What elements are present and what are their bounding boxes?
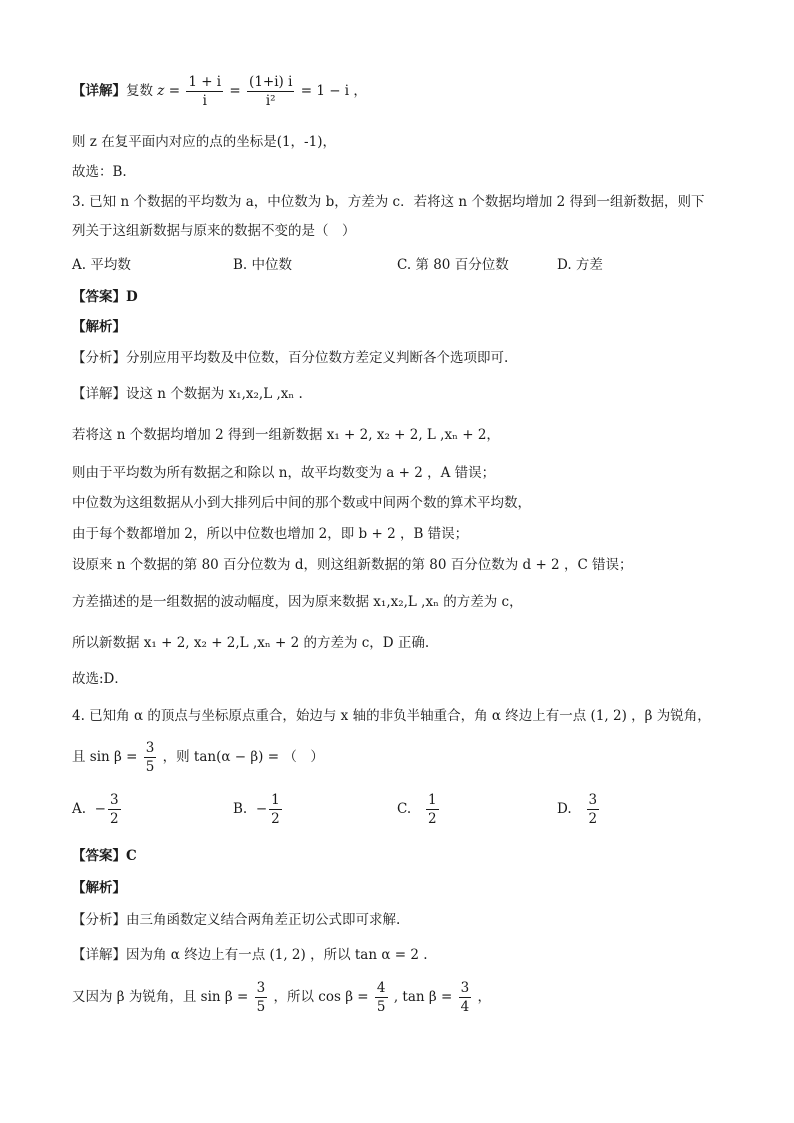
q3-answer: 【答案】D [72, 289, 138, 305]
q4-option-d: D. $\frac{3}{2}$ [557, 792, 598, 827]
fraction-1: $\frac{1 + i}{i}$ [188, 74, 222, 109]
q4-detail-2: 又因为 β 为锐角，且 sin β = $\frac{3}{5}$ ，所以 cos β = $\frac{4}{5}$ , tan β = $\frac{3}{4}$ ， [72, 980, 491, 1015]
q3-option-d: D. 方差 [557, 257, 603, 273]
q4-analysis: 【分析】由三角函数定义结合两角差正切公式即可求解. [72, 912, 401, 928]
fraction-2: $\frac{(1+i) i}{\text{i²}}$ [249, 74, 293, 109]
option-a-fraction: $\frac{3}{2}$ [109, 792, 119, 827]
q3-detail-8: 所以新数据 x₁ + 2, x₂ + 2,L ,xₙ + 2 的方差为 c，D 正确. [72, 635, 430, 651]
tan-fraction: $\frac{3}{4}$ [460, 980, 470, 1015]
option-c-fraction: $\frac{1}{2}$ [428, 792, 437, 827]
q3-choice: 故选:D． [72, 671, 128, 687]
q2-point-line: 则 z 在复平面内对应的点的坐标是(1，-1)， [72, 134, 336, 150]
q3-detail-6: 设原来 n 个数据的第 80 百分位数为 d，则这组新数据的第 80 百分位数为 d + 2 ，C 错误； [72, 557, 633, 573]
q3-detail-2: 若将这 n 个数据均增加 2 得到一组新数据 x₁ + 2, x₂ + 2, L ,xₙ + 2， [72, 427, 500, 443]
option-d-fraction: $\frac{3}{2}$ [588, 792, 598, 827]
q4-detail-1: 【详解】因为角 α 终边上有一点 (1, 2) ，所以 tan α = 2 . [72, 947, 428, 963]
q2-detail-line: 【详解】复数 z = $\frac{1 + i}{i}$ = $\frac{(1+i) i}{\text{i²}}$ = 1 − i ， [72, 74, 367, 109]
option-b-fraction: $\frac{1}{2}$ [271, 792, 280, 827]
sin-beta-fraction: $\frac{3}{5}$ [145, 740, 155, 775]
cos-fraction: $\frac{4}{5}$ [376, 980, 386, 1015]
q3-option-a: A. 平均数 [72, 257, 131, 273]
q4-option-c: C. $\frac{1}{2}$ [397, 792, 437, 827]
q3-detail-3: 则由于平均数为所有数据之和除以 n，故平均数变为 a + 2 ，A 错误； [72, 465, 496, 481]
q3-analysis-head: 【解析】 [72, 319, 126, 335]
q4-analysis-head: 【解析】 [72, 880, 126, 896]
equation-result: = 1 − i ， [300, 83, 367, 99]
q3-stem-line1: 3. 已知 n 个数据的平均数为 a，中位数为 b，方差为 c．若将这 n 个数据均增加 2 得到一组新数据，则下 [72, 194, 705, 210]
q3-option-b: B. 中位数 [233, 257, 293, 273]
detail-tag: 【详解】 [72, 83, 126, 99]
sin-fraction: $\frac{3}{5}$ [256, 980, 266, 1015]
q2-choice: 故选：B. [72, 164, 127, 180]
q4-option-b: B. − $\frac{1}{2}$ [233, 792, 280, 827]
q3-option-c: C. 第 80 百分位数 [397, 257, 509, 273]
z-variable: z [157, 83, 165, 99]
q4-stem-line2: 且 sin β = $\frac{3}{5}$ ，则 tan(α − β) = （ ） [72, 740, 324, 775]
q4-option-a: A. − $\frac{3}{2}$ [72, 792, 119, 827]
q4-answer: 【答案】C [72, 848, 137, 864]
q3-detail-5: 由于每个数都增加 2，所以中位数也增加 2，即 b + 2 ，B 错误； [72, 526, 469, 542]
q3-detail-7: 方差描述的是一组数据的波动幅度，因为原来数据 x₁,x₂,L ,xₙ 的方差为 c， [72, 594, 523, 610]
q3-stem-line2: 列关于这组新数据与原来的数据不变的是（ ） [72, 223, 356, 239]
q3-detail-1: 【详解】设这 n 个数据为 x₁,x₂,L ,xₙ . [72, 386, 303, 402]
q3-analysis: 【分析】分别应用平均数及中位数，百分位数方差定义判断各个选项即可. [72, 350, 509, 366]
detail-text: 复数 [126, 83, 153, 99]
q3-detail-4: 中位数为这组数据从小到大排列后中间的那个数或中间两个数的算术平均数， [72, 495, 531, 511]
q4-stem-line1: 4. 已知角 α 的顶点与坐标原点重合，始边与 x 轴的非负半轴重合，角 α 终边上有一点 (1, 2) ，β 为锐角， [72, 708, 711, 724]
